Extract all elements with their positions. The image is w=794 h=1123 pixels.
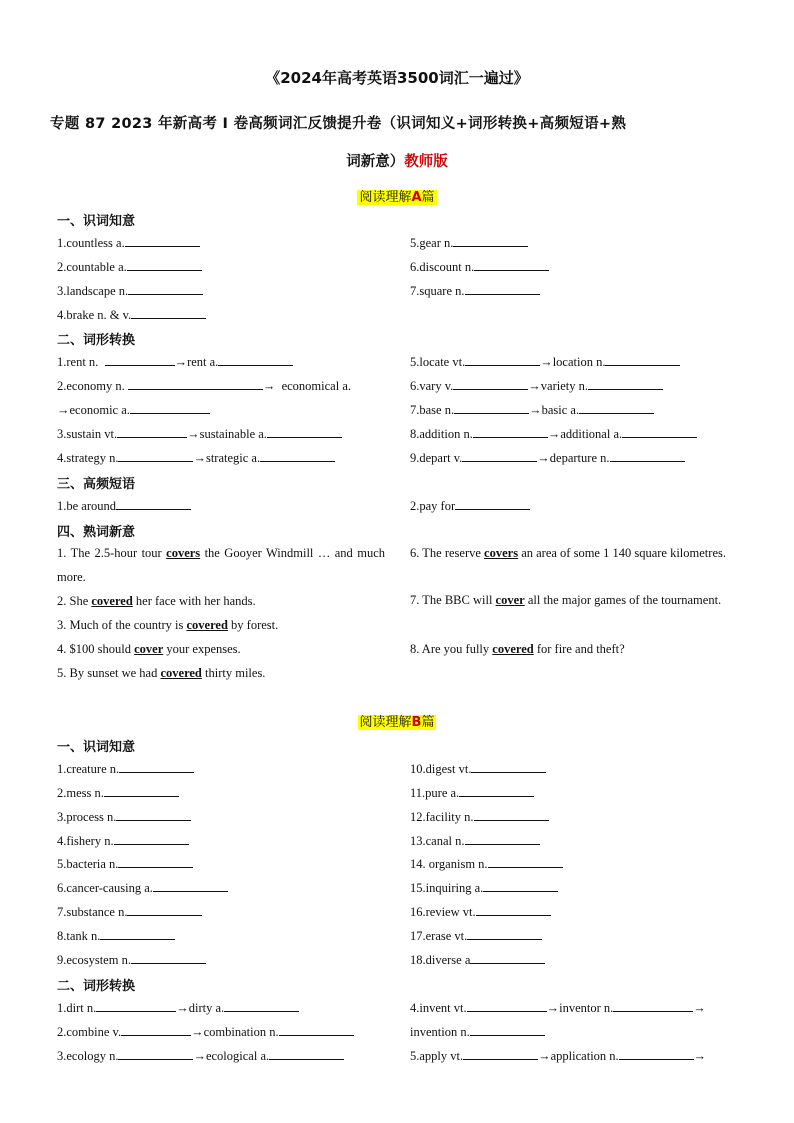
b-s2-item: 5.apply vt. →application n. → [410, 1049, 707, 1063]
a-s2-item: 8.addition n. →additional a. [410, 426, 697, 442]
b-s1-item: 5.bacteria n. [57, 856, 193, 872]
b-s1-item: 16.review vt. [410, 904, 551, 920]
b-s1-item: 13.canal n. [410, 833, 540, 849]
a-s1-item: 4.brake n. & v. [57, 307, 206, 323]
teacher-edition-tag: 教师版 [404, 154, 448, 170]
b-s2-heading: 二、词形转换 [57, 979, 136, 994]
a-s1-item: 5.gear n. [410, 235, 528, 251]
document-subtitle-end: 词新意）教师版 [346, 154, 448, 170]
b-s1-item: 14. organism n. [410, 856, 563, 872]
a-s4-item: 5. By sunset we had covered thirty miles. [57, 666, 266, 680]
a-s1-item: 1.countless a. [57, 235, 200, 251]
b-s1-item: 2.mess n. [57, 785, 179, 801]
b-s1-item: 7.substance n. [57, 904, 202, 920]
a-s2-item: 9.depart v. →departure n. [410, 450, 685, 466]
a-s3-item: 2.pay for [410, 498, 530, 514]
a-s2-item: 6.vary v. →variety n. [410, 378, 663, 394]
a-s2-item: 1.rent n. →rent a. [57, 354, 293, 370]
a-s4-item: 6. The reserve covers an area of some 1 140 square kilometres. [410, 546, 726, 560]
section-a-heading: 阅读理解A篇 [359, 190, 435, 205]
b-s2-item: invention n. [410, 1024, 545, 1040]
b-s2-item: 2.combine v. →combination n. [57, 1024, 354, 1040]
b-s1-item: 17.erase vt. [410, 928, 542, 944]
b-s1-item: 1.creature n. [57, 761, 194, 777]
b-s2-item: 3.ecology n. →ecological a. [57, 1048, 344, 1064]
a-s3-item: 1.be around [57, 498, 191, 514]
a-s2-item: 7.base n. →basic a. [410, 402, 654, 418]
b-s1-item: 6.cancer-causing a. [57, 880, 228, 896]
a-s2-item: 3.sustain vt. →sustainable a. [57, 426, 342, 442]
a-s2-heading: 二、词形转换 [57, 333, 136, 348]
a-s2-item: 2.economy n. → economical a. [57, 379, 351, 393]
a-s4-item: 1. The 2.5-hour tour covers the Gooyer Windmill … and much more. [57, 546, 385, 584]
b-s2-item: 4.invent vt. →inventor n. → [410, 1001, 706, 1015]
b-s1-item: 8.tank n. [57, 928, 175, 944]
a-s2-item: →economic a. [57, 402, 210, 418]
a-s1-item: 3.landscape n. [57, 283, 203, 299]
b-s1-item: 4.fishery n. [57, 833, 189, 849]
document-title: 《2024年高考英语3500词汇一遍过》 [265, 69, 529, 87]
a-s1-heading: 一、识词知意 [57, 214, 136, 229]
b-s1-item: 12.facility n. [410, 809, 549, 825]
a-s4-item: 8. Are you fully covered for fire and theft? [410, 642, 625, 656]
b-s1-item: 11.pure a. [410, 785, 534, 801]
section-b-heading: 阅读理解B篇 [359, 715, 435, 730]
b-s1-item: 15.inquiring a. [410, 880, 558, 896]
a-s3-heading: 三、高频短语 [57, 477, 136, 492]
b-s1-item: 18.diverse a [410, 952, 545, 968]
a-s4-item: 4. $100 should cover your expenses. [57, 642, 241, 656]
b-s2-item: 1.dirt n. →dirty a. [57, 1000, 299, 1016]
a-s4-item: 2. She covered her face with her hands. [57, 594, 256, 608]
a-s2-item: 4.strategy n. →strategic a. [57, 450, 335, 466]
a-s1-item: 6.discount n. [410, 259, 549, 275]
a-s4-item: 7. The BBC will cover all the major games of the tournament. [410, 593, 722, 607]
b-s1-item: 9.ecosystem n. [57, 952, 206, 968]
b-s1-item: 10.digest vt. [410, 761, 546, 777]
document-subtitle: 专题 87 2023 年新高考 I 卷高频词汇反馈提升卷（识词知义+词形转换+高频短语+熟 [50, 116, 627, 132]
a-s4-item: 3. Much of the country is covered by forest. [57, 618, 279, 632]
a-s1-item: 2.countable a. [57, 259, 202, 275]
a-s2-item: 5.locate vt. →location n. [410, 354, 680, 370]
b-s1-item: 3.process n. [57, 809, 191, 825]
b-s1-heading: 一、识词知意 [57, 740, 136, 755]
a-s1-item: 7.square n. [410, 283, 540, 299]
a-s4-heading: 四、熟词新意 [57, 525, 136, 540]
